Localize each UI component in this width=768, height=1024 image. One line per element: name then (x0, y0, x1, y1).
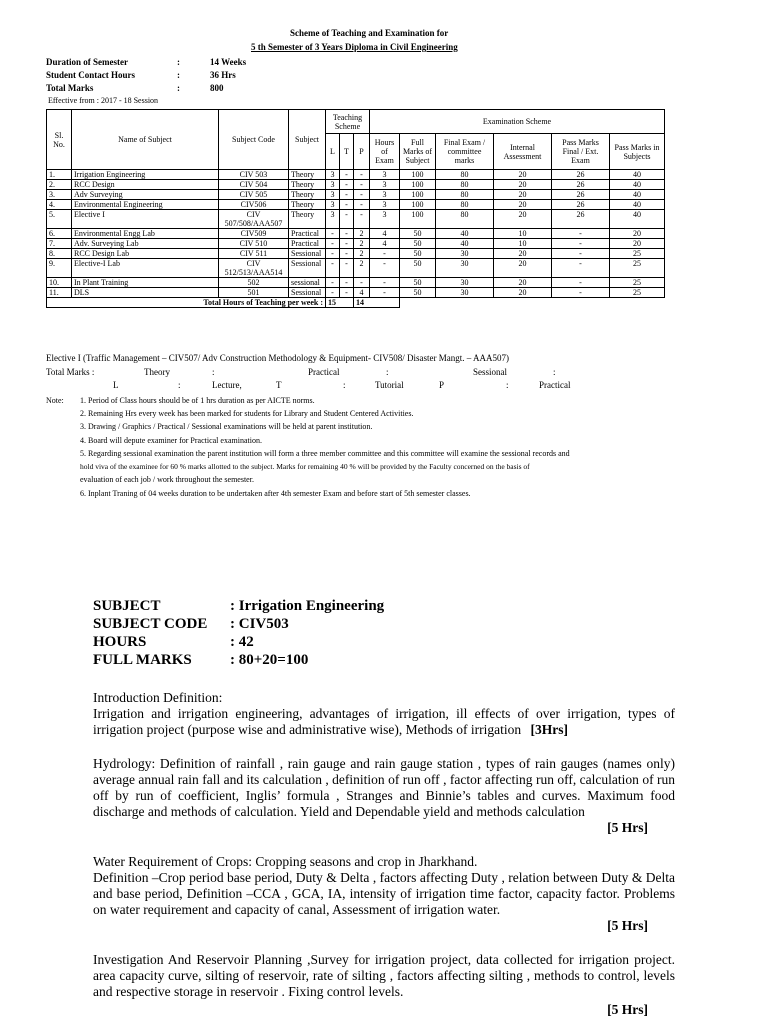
note-label: Note: (46, 396, 64, 405)
section-reservoir-body: Investigation And Reservoir Planning ,Survey for irrigation project, data collected for irrigation project. area capacity curve, silting of reservoir, rate of silting , factors affecting silting , methods to control, levels and respective storage in reservoir . Fixing control levels. (93, 952, 675, 999)
section-water-body: Definition –Crop period base period, Duty & Delta , factors affecting Duty , relation between Duty & Delta and base period, Definition –CCA , GCA, IA, intensity of irrigation time factor, capacity factor. Problems on water requirement and capacity of canal, Assessment of irrigation water. (93, 870, 675, 917)
cell-passfinal: 26 (552, 190, 610, 200)
syllabus-hours-value: : 42 (230, 634, 254, 650)
cell-sl: 1. (47, 170, 72, 180)
syllabus-marks-value: : 80+20=100 (230, 652, 309, 668)
cell-final: 80 (436, 170, 494, 180)
section-hours: [3Hrs] (530, 722, 569, 737)
header-name: Name of Subject (72, 110, 219, 170)
cell-hours: - (370, 249, 400, 259)
cell-final: 30 (436, 278, 494, 288)
cell-full: 50 (400, 239, 436, 249)
header-full: Full Marks of Subject (400, 134, 436, 170)
meta-sep: : (177, 83, 180, 93)
cell-p: 2 (354, 229, 370, 239)
table-row (47, 259, 665, 278)
cell-hours: - (370, 259, 400, 278)
total-hours-label: Total Hours of Teaching per week : (47, 298, 326, 308)
elective-line: Elective I (Traffic Management – CIV507/ Adv Construction Methodology & Equipment- CIV508/ Disaster Mangt. – AAA507) (46, 353, 509, 363)
cell-hours: 3 (370, 170, 400, 180)
cell-type: Sessional (289, 249, 326, 259)
legend-practical2: Practical (539, 380, 571, 390)
meta-value-duration: 14 Weeks (210, 57, 247, 67)
cell-l: 3 (326, 200, 340, 210)
cell-t: - (340, 259, 354, 278)
legend-l: L (113, 380, 119, 390)
cell-passfinal: - (552, 278, 610, 288)
cell-final: 80 (436, 190, 494, 200)
cell-sl: 10. (47, 278, 72, 288)
cell-name: Irrigation Engineering (72, 170, 219, 180)
cell-l: 3 (326, 170, 340, 180)
header-code: Subject Code (219, 110, 289, 170)
cell-passfinal: 26 (552, 210, 610, 229)
cell-p: 2 (354, 249, 370, 259)
cell-type: Practical (289, 229, 326, 239)
cell-internal: 20 (494, 200, 552, 210)
header-internal: Internal Assessment (494, 134, 552, 170)
table-row (47, 288, 665, 298)
cell-name: RCC Design Lab (72, 249, 219, 259)
cell-sl: 8. (47, 249, 72, 259)
total-practical: 14 (354, 298, 400, 308)
cell-sl: 6. (47, 229, 72, 239)
table-row (47, 249, 665, 259)
cell-full: 100 (400, 190, 436, 200)
cell-hours: 4 (370, 229, 400, 239)
header-passfinal: Pass Marks Final / Ext. Exam (552, 134, 610, 170)
cell-hours: 4 (370, 239, 400, 249)
header-p: P (354, 134, 370, 170)
cell-full: 100 (400, 210, 436, 229)
cell-t: - (340, 180, 354, 190)
note-item: 1. Period of Class hours should be of 1 hrs duration as per AICTE norms. (80, 396, 315, 405)
cell-final: 40 (436, 239, 494, 249)
cell-t: - (340, 249, 354, 259)
cell-name: In Plant Training (72, 278, 219, 288)
cell-l: - (326, 278, 340, 288)
cell-hours: 3 (370, 180, 400, 190)
cell-type: Sessional (289, 288, 326, 298)
cell-final: 80 (436, 180, 494, 190)
table-row (47, 180, 665, 190)
cell-passfinal: - (552, 239, 610, 249)
cell-type: sessional (289, 278, 326, 288)
cell-full: 50 (400, 278, 436, 288)
cell-final: 80 (436, 200, 494, 210)
cell-internal: 20 (494, 249, 552, 259)
cell-internal: 10 (494, 229, 552, 239)
cell-name: Elective-I Lab (72, 259, 219, 278)
header-teaching: Teaching Scheme (326, 110, 370, 134)
meta-sep: : (177, 70, 180, 80)
table-row (47, 190, 665, 200)
header-t: T (340, 134, 354, 170)
cell-passsub: 40 (610, 210, 665, 229)
section-hours: [5 Hrs] (607, 820, 648, 835)
cell-full: 50 (400, 288, 436, 298)
legend-colon: : (212, 367, 215, 377)
cell-type: Sessional (289, 259, 326, 278)
cell-sl: 3. (47, 190, 72, 200)
cell-sl: 11. (47, 288, 72, 298)
note-item: evaluation of each job / work throughout the semester. (80, 475, 254, 484)
cell-internal: 20 (494, 170, 552, 180)
cell-internal: 20 (494, 288, 552, 298)
cell-final: 30 (436, 259, 494, 278)
cell-passsub: 40 (610, 180, 665, 190)
section-water-heading: Water Requirement of Crops: Cropping seasons and crop in Jharkhand. (93, 854, 478, 869)
meta-label-contact: Student Contact Hours (46, 70, 136, 80)
note-item: 4. Board will depute examiner for Practical examination. (80, 436, 262, 445)
cell-t: - (340, 239, 354, 249)
cell-name: RCC Design (72, 180, 219, 190)
cell-passfinal: 26 (552, 170, 610, 180)
cell-final: 40 (436, 229, 494, 239)
cell-name: DLS (72, 288, 219, 298)
section-intro-body (93, 706, 675, 738)
cell-name: Environmental Engg Lab (72, 229, 219, 239)
syllabus-code-value: : CIV503 (230, 616, 289, 632)
cell-passfinal: 26 (552, 180, 610, 190)
cell-passfinal: - (552, 229, 610, 239)
cell-code: CIV 504 (219, 180, 289, 190)
cell-code: CIV 505 (219, 190, 289, 200)
cell-code: CIV 503 (219, 170, 289, 180)
legend-total-marks: Total Marks : (46, 367, 95, 377)
cell-passsub: 40 (610, 170, 665, 180)
cell-t: - (340, 278, 354, 288)
meta-value-marks: 800 (210, 83, 224, 93)
syllabus-marks-label: FULL MARKS (93, 652, 192, 668)
cell-p: - (354, 170, 370, 180)
table-row (47, 239, 665, 249)
cell-passsub: 40 (610, 200, 665, 210)
syllabus-hours-label: HOURS (93, 634, 147, 650)
cell-code: CIV509 (219, 229, 289, 239)
cell-p: - (354, 180, 370, 190)
cell-l: - (326, 229, 340, 239)
cell-t: - (340, 210, 354, 229)
cell-sl: 7. (47, 239, 72, 249)
section-body-text: Irrigation and irrigation engineering, advantages of irrigation, ill effects of over irrigation, types of irrigation project (purpose wise and administrative wise), Methods of irrigation (93, 706, 675, 737)
cell-internal: 20 (494, 210, 552, 229)
cell-passsub: 25 (610, 278, 665, 288)
cell-full: 50 (400, 249, 436, 259)
cell-internal: 20 (494, 259, 552, 278)
legend-practical: Practical (308, 367, 340, 377)
cell-t: - (340, 200, 354, 210)
legend-colon: : (506, 380, 509, 390)
cell-hours: - (370, 288, 400, 298)
meta-label-marks: Total Marks (46, 83, 94, 93)
syllabus-subject-label: SUBJECT (93, 598, 161, 614)
section-hydrology-body: Hydrology: Definition of rainfall , rain gauge and rain gauge station , types of rain gauges (names only) average annual rain fall and its calculation , definition of run off , factor affecting run off, calculation of run off by run of coefficient, Inglis’ formula , Stranges and Binnie’s tables and curves. Maximum food discharge and methods of calculation. Yield and Dependable yield and methods calculation (93, 756, 675, 819)
cell-passsub: 20 (610, 229, 665, 239)
cell-sl: 5. (47, 210, 72, 229)
cell-code: CIV 507/508/AAA507 (219, 210, 289, 229)
cell-internal: 10 (494, 239, 552, 249)
note-item: 5. Regarding sessional examination the parent institution will form a three member committee and this committee will examine the sessional records and (80, 449, 570, 458)
note-item: 2. Remaining Hrs every week has been marked for students for Library and Student Centered Activities. (80, 409, 414, 418)
legend-theory: Theory (144, 367, 170, 377)
cell-l: - (326, 249, 340, 259)
doc-subtitle: 5 th Semester of 3 Years Diploma in Civil Engineering (251, 42, 458, 52)
doc-title: Scheme of Teaching and Examination for (290, 28, 449, 38)
cell-p: 4 (354, 288, 370, 298)
cell-name: Adv Surveying (72, 190, 219, 200)
cell-hours: - (370, 278, 400, 288)
cell-code: CIV 512/513/AAA514 (219, 259, 289, 278)
table-row (47, 200, 665, 210)
cell-passfinal: 26 (552, 200, 610, 210)
cell-passsub: 25 (610, 259, 665, 278)
cell-type: Theory (289, 190, 326, 200)
header-exam: Examination Scheme (370, 110, 665, 134)
cell-p: - (354, 190, 370, 200)
cell-p: 2 (354, 239, 370, 249)
cell-t: - (340, 170, 354, 180)
cell-full: 50 (400, 229, 436, 239)
effective-session: Effective from : 2017 - 18 Session (48, 96, 159, 105)
cell-type: Theory (289, 210, 326, 229)
cell-type: Theory (289, 180, 326, 190)
cell-t: - (340, 190, 354, 200)
header-subject: Subject (289, 110, 326, 170)
cell-sl: 2. (47, 180, 72, 190)
cell-name: Adv. Surveying Lab (72, 239, 219, 249)
legend-sessional: Sessional (473, 367, 508, 377)
cell-full: 50 (400, 259, 436, 278)
legend-p: P (439, 380, 445, 390)
meta-label-duration: Duration of Semester (46, 57, 128, 67)
cell-p: - (354, 200, 370, 210)
note-item: 3. Drawing / Graphics / Practical / Sessional examinations will be held at parent institution. (80, 422, 373, 431)
cell-internal: 20 (494, 180, 552, 190)
legend-colon: : (386, 367, 389, 377)
section-hours: [5 Hrs] (607, 918, 648, 933)
legend-colon: : (553, 367, 556, 377)
header-final: Final Exam / committee marks (436, 134, 494, 170)
cell-type: Theory (289, 200, 326, 210)
legend-colon: : (178, 380, 181, 390)
cell-code: CIV 511 (219, 249, 289, 259)
cell-passfinal: - (552, 288, 610, 298)
cell-final: 30 (436, 249, 494, 259)
scheme-table (46, 109, 665, 308)
table-row (47, 229, 665, 239)
legend-colon: : (343, 380, 346, 390)
cell-l: - (326, 259, 340, 278)
header-l: L (326, 134, 340, 170)
meta-sep: : (177, 57, 180, 67)
cell-l: 3 (326, 180, 340, 190)
syllabus-code-label: SUBJECT CODE (93, 616, 208, 632)
cell-hours: 3 (370, 190, 400, 200)
cell-code: CIV506 (219, 200, 289, 210)
cell-t: - (340, 229, 354, 239)
legend-t: T (276, 380, 282, 390)
section-hours: [5 Hrs] (607, 1002, 648, 1017)
cell-passsub: 40 (610, 190, 665, 200)
cell-internal: 20 (494, 278, 552, 288)
cell-type: Theory (289, 170, 326, 180)
cell-code: 502 (219, 278, 289, 288)
cell-passfinal: - (552, 259, 610, 278)
header-hours: Hours of Exam (370, 134, 400, 170)
total-blank (400, 298, 665, 308)
cell-hours: 3 (370, 210, 400, 229)
cell-sl: 9. (47, 259, 72, 278)
header-sl: Sl. No. (47, 110, 72, 170)
cell-full: 100 (400, 200, 436, 210)
cell-name: Elective I (72, 210, 219, 229)
cell-type: Practical (289, 239, 326, 249)
note-item: hold viva of the examinee for 60 % marks allotted to the subject. Marks for remaining 40 % will be provided by the Faculty concerned on the basis of (80, 462, 530, 471)
cell-l: - (326, 288, 340, 298)
cell-l: - (326, 239, 340, 249)
header-passsub: Pass Marks in Subjects (610, 134, 665, 170)
cell-p: - (354, 210, 370, 229)
total-theory: 15 (326, 298, 354, 308)
cell-internal: 20 (494, 190, 552, 200)
note-item: 6. Inplant Traning of 04 weeks duration to be undertaken after 4th semester Exam and before start of 5th semester classes. (80, 489, 471, 498)
syllabus-subject-value: : Irrigation Engineering (230, 598, 385, 614)
cell-l: 3 (326, 190, 340, 200)
legend-tutorial: Tutorial (375, 380, 404, 390)
cell-final: 80 (436, 210, 494, 229)
cell-hours: 3 (370, 200, 400, 210)
cell-p: 2 (354, 259, 370, 278)
cell-full: 100 (400, 170, 436, 180)
cell-passfinal: - (552, 249, 610, 259)
legend-lecture: Lecture, (212, 380, 242, 390)
section-intro-heading: Introduction Definition: (93, 690, 223, 705)
cell-final: 30 (436, 288, 494, 298)
cell-full: 100 (400, 180, 436, 190)
table-row (47, 170, 665, 180)
table-row (47, 210, 665, 229)
cell-t: - (340, 288, 354, 298)
cell-passsub: 20 (610, 239, 665, 249)
cell-sl: 4. (47, 200, 72, 210)
cell-code: 501 (219, 288, 289, 298)
cell-p: - (354, 278, 370, 288)
cell-l: 3 (326, 210, 340, 229)
cell-passsub: 25 (610, 249, 665, 259)
cell-passsub: 25 (610, 288, 665, 298)
cell-name: Environmental Engineering (72, 200, 219, 210)
meta-value-contact: 36 Hrs (210, 70, 236, 80)
table-row (47, 278, 665, 288)
cell-code: CIV 510 (219, 239, 289, 249)
